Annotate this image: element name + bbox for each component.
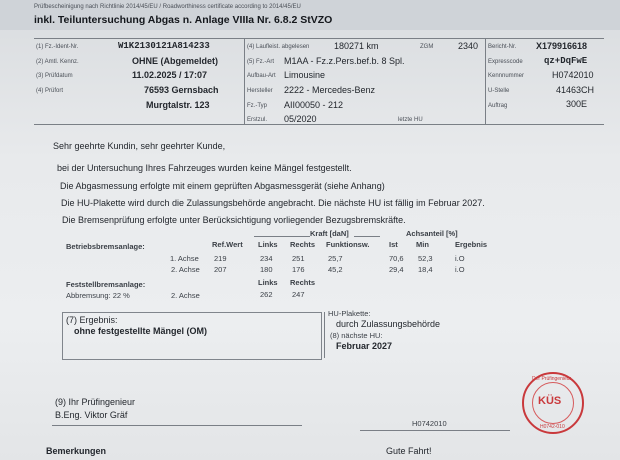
body-line-3: Die HU-Plakette wird durch die Zulassungsbehörde angebracht. Die nächste HU ist fällig im Februar 2027. (61, 198, 485, 208)
make-label: Hersteller (247, 88, 273, 94)
next-hu-value: Februar 2027 (336, 341, 393, 351)
fin-value: W1K2130121A814233 (118, 41, 210, 51)
plate-label: (2) Amtl. Kennz. (36, 59, 79, 65)
body-label: Aufbau-Art (247, 73, 276, 79)
result-value: ohne festgestellte Mängel (OM) (74, 326, 208, 336)
row1-min: 52,3 (418, 254, 433, 263)
row2-ist: 29,4 (389, 265, 404, 274)
signature-line (52, 425, 302, 426)
row2-rechts: 176 (292, 265, 305, 274)
make-value: 2222 - Mercedes-Benz (284, 85, 376, 95)
zgm-label: ZGM (420, 44, 434, 50)
zgm-value: 2340 (458, 41, 479, 51)
ustelle-label: U-Stelle (488, 88, 510, 94)
frame-bottom (34, 124, 604, 125)
date-label: (3) Prüfdatum (36, 73, 73, 79)
row1-ist: 70,6 (389, 254, 404, 263)
row2-min: 18,4 (418, 265, 433, 274)
fest-axle: 2. Achse (171, 291, 200, 300)
fest-col-links: Links (258, 278, 278, 287)
row1-ergebnis: i.O (455, 254, 465, 263)
anteil-header: Achsanteil [%] (406, 229, 458, 238)
fest-col-rechts: Rechts (290, 278, 316, 287)
col-funktion: Funktionsw. (326, 240, 370, 249)
auftrag-value: 300E (566, 99, 588, 109)
salutation: Sehr geehrte Kundin, sehr geehrter Kunde, (53, 141, 226, 151)
result-divider (324, 312, 325, 358)
express-label: Expresscode (488, 59, 523, 65)
fest-label: Feststellbremsanlage: (66, 280, 146, 289)
next-hu-label: (8) nächste HU: (330, 331, 383, 340)
kues-stamp (522, 372, 584, 434)
kenn-value: H0742010 (552, 70, 594, 80)
col-ref: Ref.Wert (212, 240, 243, 249)
report-value: X179916618 (536, 41, 588, 51)
examiner-name: B.Eng. Viktor Gräf (55, 410, 128, 420)
body-line-2: Die Abgasmessung erfolgte mit einem geprüften Abgasmessgerät (siehe Anhang) (60, 181, 385, 191)
abbremsung: Abbremsung: 22 % (66, 291, 130, 300)
kraft-header: Kraft [daN] (310, 229, 349, 238)
body-line-4: Die Bremsenprüfung erfolgte unter Berücksichtigung vorliegender Bezugsbremskräfte. (62, 215, 406, 225)
ustelle-value: 41463CH (556, 85, 595, 95)
kraft-rule-left (254, 236, 310, 237)
row2-funk: 45,2 (328, 265, 343, 274)
place-label: (4) Prüfort (36, 88, 64, 94)
body-line-1: bei der Untersuchung Ihres Fahrzeuges wurden keine Mängel festgestellt. (57, 163, 352, 173)
row2-ref: 207 (214, 265, 227, 274)
auftrag-label: Auftrag (488, 103, 508, 109)
examiner-label: (9) Ihr Prüfingenieur (55, 397, 136, 407)
examiner-id: H0742010 (412, 419, 447, 428)
date-value: 11.02.2025 / 17:07 (132, 70, 208, 80)
type-label: Fz.-Typ (247, 103, 268, 109)
report-label: Bericht-Nr. (488, 44, 517, 50)
kues-logo: KÜS (538, 395, 562, 407)
row1-axle: 1. Achse (170, 254, 199, 263)
body-value: Limousine (284, 70, 326, 80)
kenn-label: Kennnummer (488, 73, 525, 79)
col-ergebnis: Ergebnis (455, 240, 488, 249)
col-links: Links (258, 240, 278, 249)
km-label: (4) Laufleist. abgelesen (247, 44, 310, 50)
result-label: (7) Ergebnis: (66, 315, 118, 325)
row1-links: 234 (260, 254, 273, 263)
fin-label: (1) Fz.-Ident-Nr. (36, 44, 79, 50)
last-hu-label: letzte HU (398, 117, 423, 123)
express-value: qz+DqFwE (544, 56, 588, 66)
row1-ref: 219 (214, 254, 227, 263)
street-value: Murgtalstr. 123 (146, 100, 210, 110)
class-value: M1AA - Fz.z.Pers.bef.b. 8 Spl. (284, 56, 405, 66)
row2-ergebnis: i.O (455, 265, 465, 274)
frame-divider-1 (244, 38, 245, 124)
id-line (360, 430, 510, 431)
erstzul-value: 05/2020 (284, 114, 317, 124)
document-title: inkl. Teiluntersuchung Abgas n. Anlage VIIIa Nr. 6.8.2 StVZO (34, 14, 333, 26)
plate-value: OHNE (Abgemeldet) (132, 56, 219, 66)
place-value: 76593 Gernsbach (144, 85, 219, 95)
col-rechts: Rechts (290, 240, 316, 249)
row1-funk: 25,7 (328, 254, 343, 263)
stamp-bottom-text: H0742-010 (540, 424, 565, 430)
row2-axle: 2. Achse (171, 265, 200, 274)
col-ist: Ist (389, 240, 398, 249)
plakette-value: durch Zulassungsbehörde (336, 319, 441, 329)
row1-rechts: 251 (292, 254, 305, 263)
fest-links: 262 (260, 290, 273, 299)
betriebs-label: Betriebsbremsanlage: (66, 242, 145, 251)
fest-rechts: 247 (292, 290, 305, 299)
header-line: Prüfbescheinigung nach Richtlinie 2014/45/EU / Roadworthiness certificate according to 2014/45/EU (34, 4, 301, 10)
frame-divider-2 (485, 38, 486, 124)
frame-top (34, 38, 604, 39)
stamp-top-text: Der Prüfingenieur (532, 376, 572, 382)
class-label: (5) Fz.-Art (247, 59, 274, 65)
km-value: 180271 km (334, 41, 379, 51)
remarks-label: Bemerkungen (46, 446, 107, 456)
remarks-text: Gute Fahrt! (386, 446, 432, 456)
kraft-rule-right (354, 236, 380, 237)
type-value: AII00050 - 212 (284, 100, 344, 110)
row2-links: 180 (260, 265, 273, 274)
plakette-label: HU-Plakette: (328, 309, 371, 318)
erstzul-label: Erstzul. (247, 117, 268, 123)
col-min: Min (416, 240, 429, 249)
